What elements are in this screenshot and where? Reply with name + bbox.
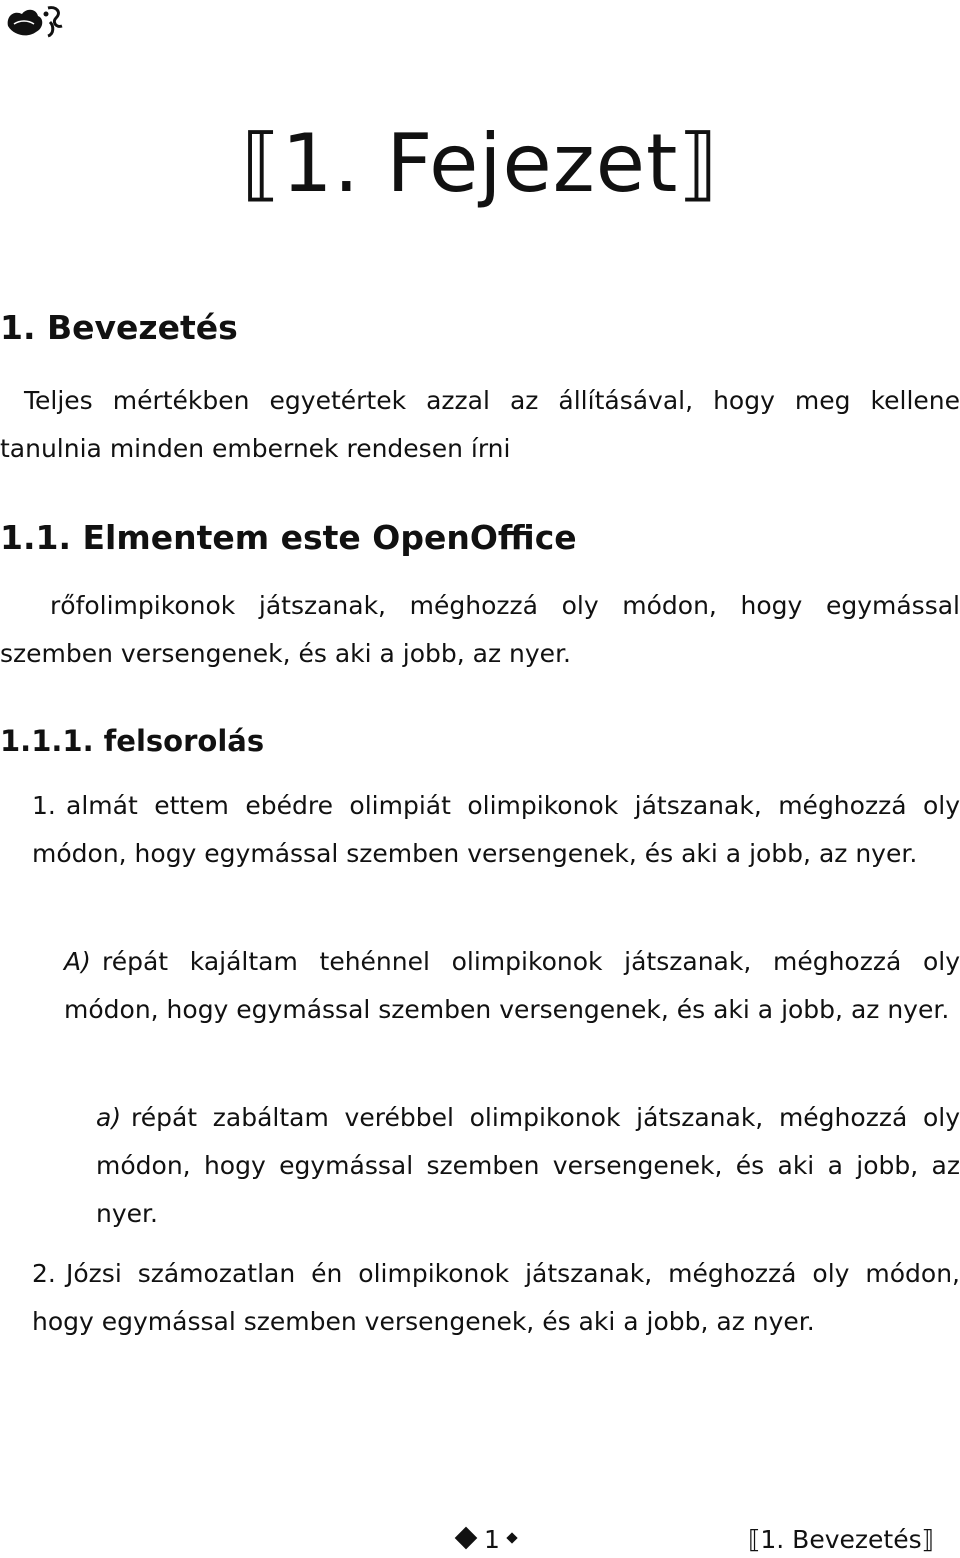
list-marker: A): [64, 947, 91, 976]
section-heading: 1. Bevezetés: [0, 308, 238, 347]
list-marker: 1.: [32, 791, 56, 820]
page-number-text: 1: [484, 1525, 500, 1554]
list-marker: a): [96, 1103, 122, 1132]
list-item-text: Józsi számozatlan én olimpikonok játszanak, méghozzá oly módon, hogy egymással szemben versengenek, és aki a jobb, az nyer.: [32, 1259, 960, 1336]
chapter-title: ⟦1. Fejezet⟧: [241, 117, 719, 210]
list-item: [0, 1250, 960, 1346]
list-item-text: almát ettem ebédre olimpiát olimpikonok játszanak, méghozzá oly módon, hogy egymással szemben versengenek, és aki a jobb, az nyer.: [32, 791, 960, 868]
list-item-text: répát kajáltam tehénnel olimpikonok játszanak, méghozzá oly módon, hogy egymással szemben versengenek, és aki a jobb, az nyer.: [64, 947, 960, 1024]
list-item: [0, 938, 960, 1034]
small-diamond-icon: [506, 1532, 517, 1543]
leaf-ornament-icon: [4, 2, 68, 42]
subsection-heading: 1.1. Elmentem este OpenOffice: [0, 518, 577, 557]
list-item: [0, 782, 960, 878]
subsubsection-heading: 1.1.1. felsorolás: [0, 724, 265, 758]
running-head: ⟦1. Bevezetés⟧: [748, 1525, 934, 1554]
list-item-text: répát zabáltam verébbel olimpikonok játszanak, méghozzá oly módon, hogy egymással szemben versengenek, és aki a jobb, az nyer.: [96, 1103, 960, 1228]
section-paragraph: Teljes mértékben egyetértek azzal az állításával, hogy meg kellene tanulnia minden embernek rendesen írni: [0, 386, 960, 463]
subsection-paragraph: rőfolimpikonok játszanak, méghozzá oly módon, hogy egymással szemben versengenek, és aki a jobb, az nyer.: [0, 591, 960, 668]
page-number: [458, 1522, 516, 1558]
list-marker: 2.: [32, 1259, 56, 1288]
diamond-icon: [455, 1527, 478, 1550]
list-item: [0, 1094, 960, 1238]
